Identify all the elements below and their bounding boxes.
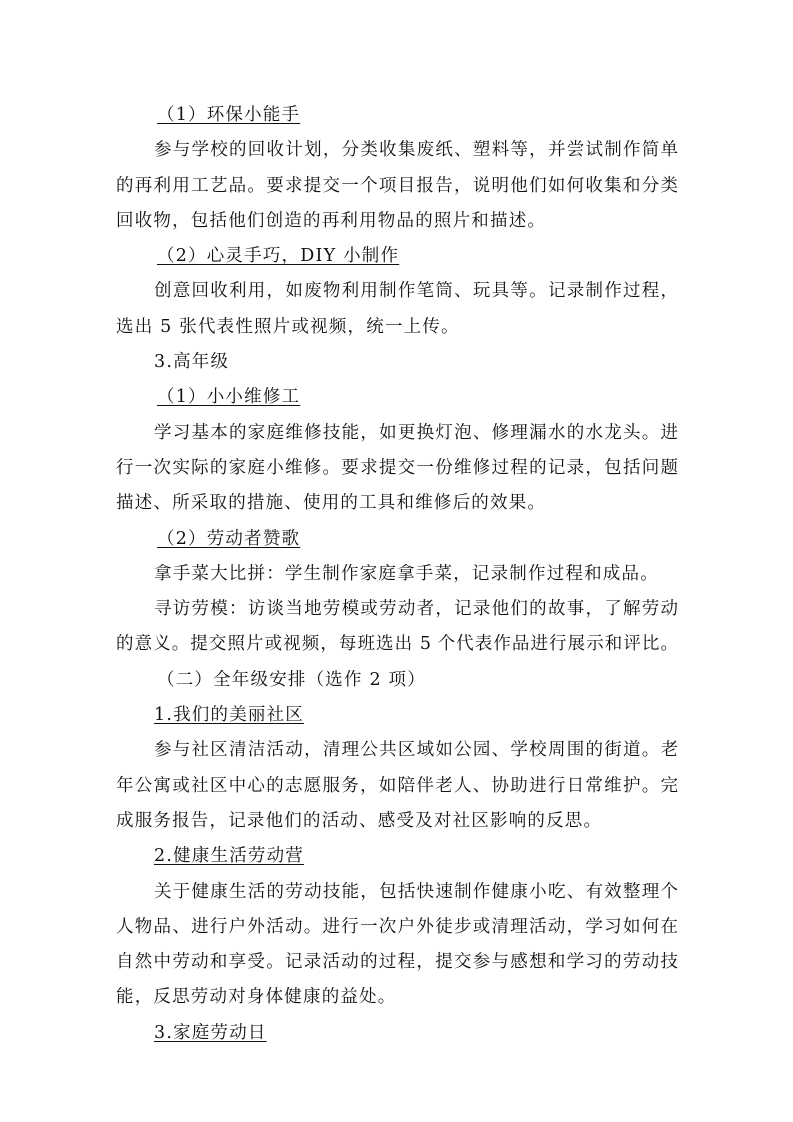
- paragraph-line: 关于健康生活的劳动技能，包括快速制作健康小吃、有效整理个: [154, 881, 678, 902]
- paragraph-line: 拿手菜大比拼：学生制作家庭拿手菜，记录制作过程和成品。: [154, 563, 659, 584]
- paragraph-line: 自然中劳动和享受。记录活动的过程，提交参与感想和学习的劳动技: [116, 952, 678, 973]
- paragraph-line: 的意义。提交照片或视频，每班选出 5 个代表作品进行展示和评比。: [116, 634, 678, 655]
- paragraph-line: 行一次实际的家庭小维修。要求提交一份维修过程的记录，包括问题: [116, 457, 678, 478]
- subheading-family-labor-day: 3.家庭劳动日: [154, 1022, 267, 1043]
- section-heading-all-grades: （二）全年级安排（选作 2 项）: [157, 669, 426, 690]
- paragraph-line: 创意回收利用，如废物利用制作笔筒、玩具等。记录制作过程，: [154, 281, 678, 302]
- paragraph-line: 参与社区清洁活动，清理公共区域如公园、学校周围的街道。老: [154, 740, 678, 761]
- paragraph-line: 选出 5 张代表性照片或视频，统一上传。: [116, 316, 460, 337]
- paragraph-line: 能，反思劳动对身体健康的益处。: [116, 987, 397, 1008]
- subheading-little-repairer: （1）小小维修工: [157, 387, 301, 408]
- paragraph-line: 参与学校的回收计划，分类收集废纸、塑料等，并尝试制作简单: [154, 140, 678, 161]
- paragraph-line: 描述、所采取的措施、使用的工具和维修后的效果。: [116, 493, 547, 514]
- paragraph-line: 寻访劳模：访谈当地劳模或劳动者，记录他们的故事，了解劳动: [154, 599, 678, 620]
- paragraph-line: 年公寓或社区中心的志愿服务，如陪伴老人、协助进行日常维护。完: [116, 775, 678, 796]
- subheading-healthy-life-camp: 2.健康生活劳动营: [154, 846, 304, 867]
- paragraph-line: 回收物，包括他们创造的再利用物品的照片和描述。: [116, 210, 547, 231]
- paragraph-line: 的再利用工艺品。要求提交一个项目报告，说明他们如何收集和分类: [116, 175, 678, 196]
- subheading-eco-helper: （1）环保小能手: [157, 105, 301, 125]
- subheading-worker-tribute: （2）劳动者赞歌: [157, 528, 301, 549]
- section-heading-senior-grade: 3.高年级: [154, 352, 230, 373]
- document-page: [116, 98, 678, 1051]
- paragraph-line: 学习基本的家庭维修技能，如更换灯泡、修理漏水的水龙头。进: [154, 422, 678, 443]
- subheading-beautiful-community: 1.我们的美丽社区: [154, 705, 304, 726]
- paragraph-line: 人物品、进行户外活动。进行一次户外徒步或清理活动，学习如何在: [116, 916, 678, 937]
- subheading-diy-crafts: （2）心灵手巧，DIY 小制作: [157, 246, 400, 267]
- paragraph-line: 成服务报告，记录他们的活动、感受及对社区影响的反思。: [116, 810, 603, 831]
